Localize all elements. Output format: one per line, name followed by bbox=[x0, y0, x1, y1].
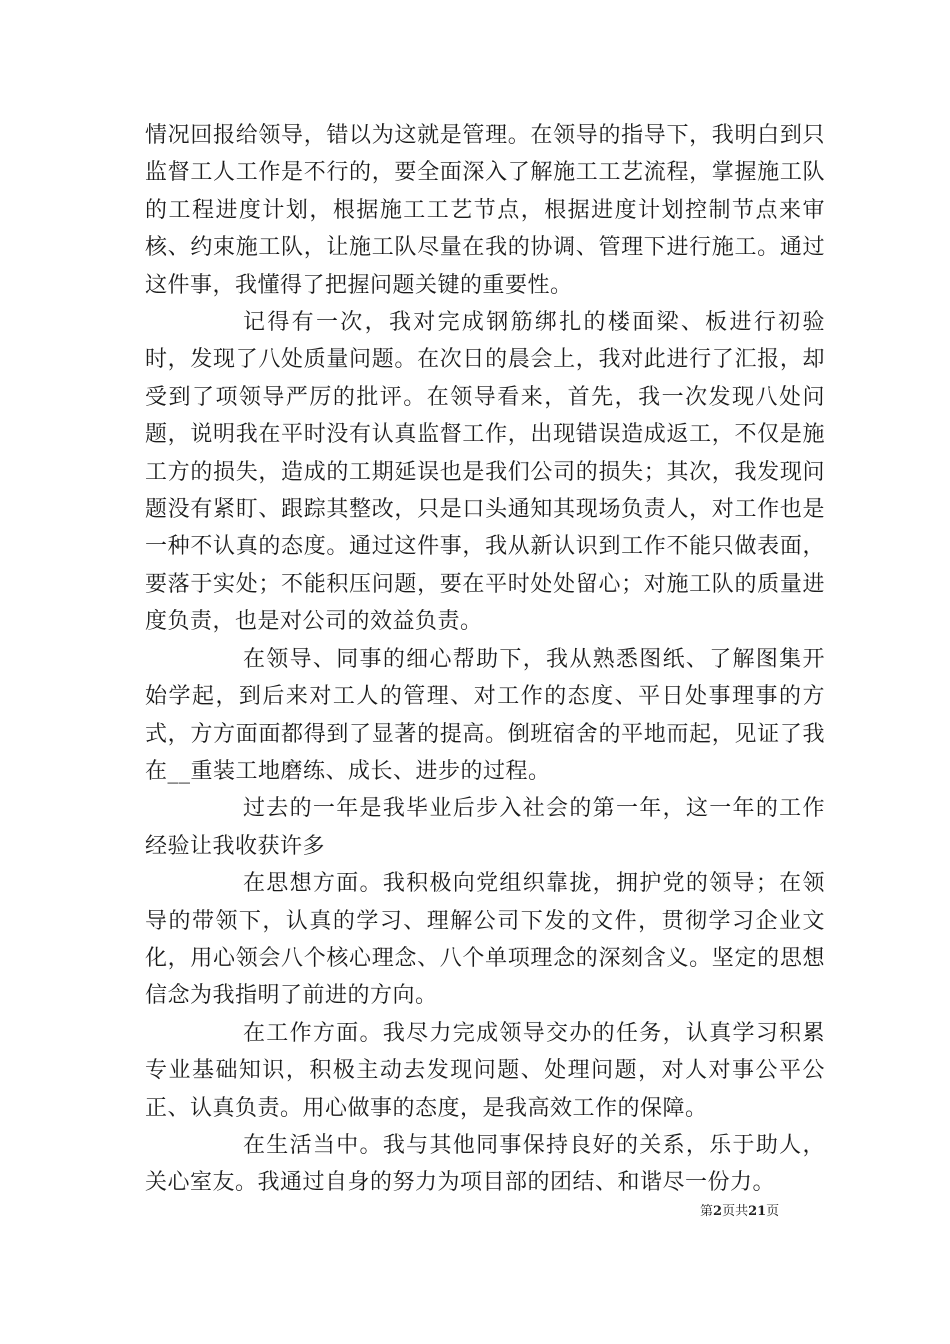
paragraph-2: 记得有一次，我对完成钢筋绑扎的楼面梁、板进行初验时，发现了八处质量问题。在次日的晨会上，我对此进行了汇报，却受到了项领导严厉的批评。在领导看来，首先，我一次发现八处问题，说明我在平时没有认真监督工作，出现错误造成返工，不仅是施工方的损失，造成的工期延误也是我们公司的损失；其次，我发现问题没有紧盯、跟踪其整改，只是口头通知其现场负责人，对工作也是一种不认真的态度。通过这件事，我从新认识到工作不能只做表面，要落于实处；不能积压问题，要在平时处处留心；对施工队的质量进度负责，也是对公司的效益负责。 bbox=[145, 310, 825, 635]
paragraph-6: 在工作方面。我尽力完成领导交办的任务，认真学习积累专业基础知识，积极主动去发现问题、处理问题，对人对事公平公正、认真负责。用心做事的态度，是我高效工作的保障。 bbox=[145, 1020, 825, 1121]
footer-prefix: 第 bbox=[700, 1204, 714, 1219]
page-number-footer bbox=[700, 1203, 779, 1221]
document-body bbox=[145, 117, 825, 1202]
paragraph-3: 在领导、同事的细心帮助下，我从熟悉图纸、了解图集开始学起，到后来对工人的管理、对工作的态度、平日处事理事的方式，方方面面都得到了显著的提高。倒班宿舍的平地而起，见证了我在__重装工地磨练、成长、进步的过程。 bbox=[145, 646, 825, 784]
total-pages-number: 21 bbox=[748, 1204, 767, 1219]
footer-suffix: 页 bbox=[766, 1204, 780, 1219]
paragraph-1: 情况回报给领导，错以为这就是管理。在领导的指导下，我明白到只监督工人工作是不行的，要全面深入了解施工工艺流程，掌握施工队的工程进度计划，根据施工工艺节点，根据进度计划控制节点来审核、约束施工队，让施工队尽量在我的协调、管理下进行施工。通过这件事，我懂得了把握问题关键的重要性。 bbox=[145, 123, 825, 298]
current-page-number: 2 bbox=[713, 1204, 723, 1219]
paragraph-5: 在思想方面。我积极向党组织靠拢，拥护党的领导；在领导的带领下，认真的学习、理解公司下发的文件，贯彻学习企业文化，用心领会八个核心理念、八个单项理念的深刻含义。坚定的思想信念为我指明了前进的方向。 bbox=[145, 871, 825, 1009]
paragraph-4: 过去的一年是我毕业后步入社会的第一年，这一年的工作经验让我收获许多 bbox=[145, 796, 825, 859]
footer-middle: 页共 bbox=[722, 1204, 749, 1219]
paragraph-7: 在生活当中。我与其他同事保持良好的关系，乐于助人，关心室友。我通过自身的努力为项目部的团结、和谐尽一份力。 bbox=[145, 1132, 825, 1196]
